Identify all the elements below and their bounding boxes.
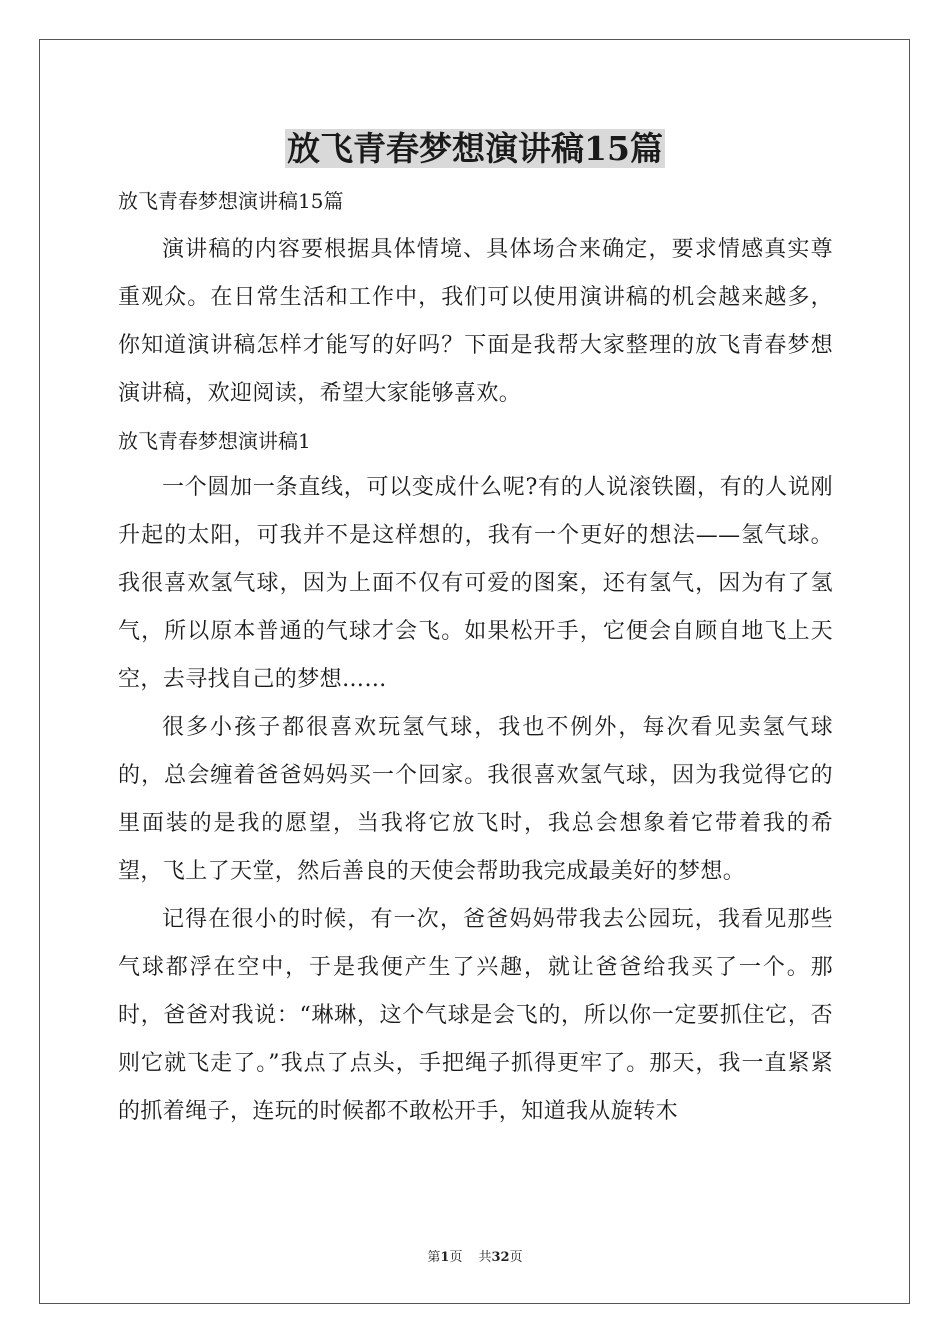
- document-subtitle: 放飞青春梦想演讲稿15篇: [118, 189, 344, 213]
- body-paragraph-2: 很多小孩子都很喜欢玩氢气球，我也不例外，每次看见卖氢气球的，总会缠着爸爸妈妈买一个回家。我很喜欢氢气球，因为我觉得它的里面装的是我的愿望，当我将它放飞时，我总会想象着它带着我的希望，飞上了天堂，然后善良的天使会帮助我完成最美好的梦想。: [118, 715, 833, 884]
- document-body: [118, 178, 833, 1136]
- section-heading: 放飞青春梦想演讲稿1: [118, 429, 311, 453]
- page-footer: [0, 1246, 950, 1265]
- total-prefix: 共: [478, 1250, 492, 1265]
- intro-paragraph: 演讲稿的内容要根据具体情境、具体场合来确定，要求情感真实尊重观众。在日常生活和工作中，我们可以使用演讲稿的机会越来越多，你知道演讲稿怎样才能写的好吗？下面是我帮大家整理的放飞青春梦想演讲稿，欢迎阅读，希望大家能够喜欢。: [118, 237, 833, 406]
- page-total: 32: [491, 1250, 510, 1265]
- total-suffix: 页: [509, 1250, 523, 1265]
- page-prefix: 第: [427, 1250, 441, 1265]
- page-current: 1: [440, 1250, 450, 1265]
- body-paragraph-1: 一个圆加一条直线，可以变成什么呢?有的人说滚铁圈，有的人说刚升起的太阳，可我并不是这样想的，我有一个更好的想法——氢气球。我很喜欢氢气球，因为上面不仅有可爱的图案，还有氢气，因为有了氢气，所以原本普通的气球才会飞。如果松开手，它便会自顾自地飞上天空，去寻找自己的梦想……: [118, 475, 833, 692]
- document-title: [0, 126, 950, 172]
- document-title-text: 放飞青春梦想演讲稿15篇: [287, 129, 663, 168]
- page-suffix: 页: [449, 1250, 463, 1265]
- body-paragraph-3: 记得在很小的时候，有一次，爸爸妈妈带我去公园玩，我看见那些气球都浮在空中，于是我便产生了兴趣，就让爸爸给我买了一个。那时，爸爸对我说：“琳琳，这个气球是会飞的，所以你一定要抓住它，否则它就飞走了。”我点了点头，手把绳子抓得更牢了。那天，我一直紧紧的抓着绳子，连玩的时候都不敢松开手，知道我从旋转木: [118, 907, 833, 1124]
